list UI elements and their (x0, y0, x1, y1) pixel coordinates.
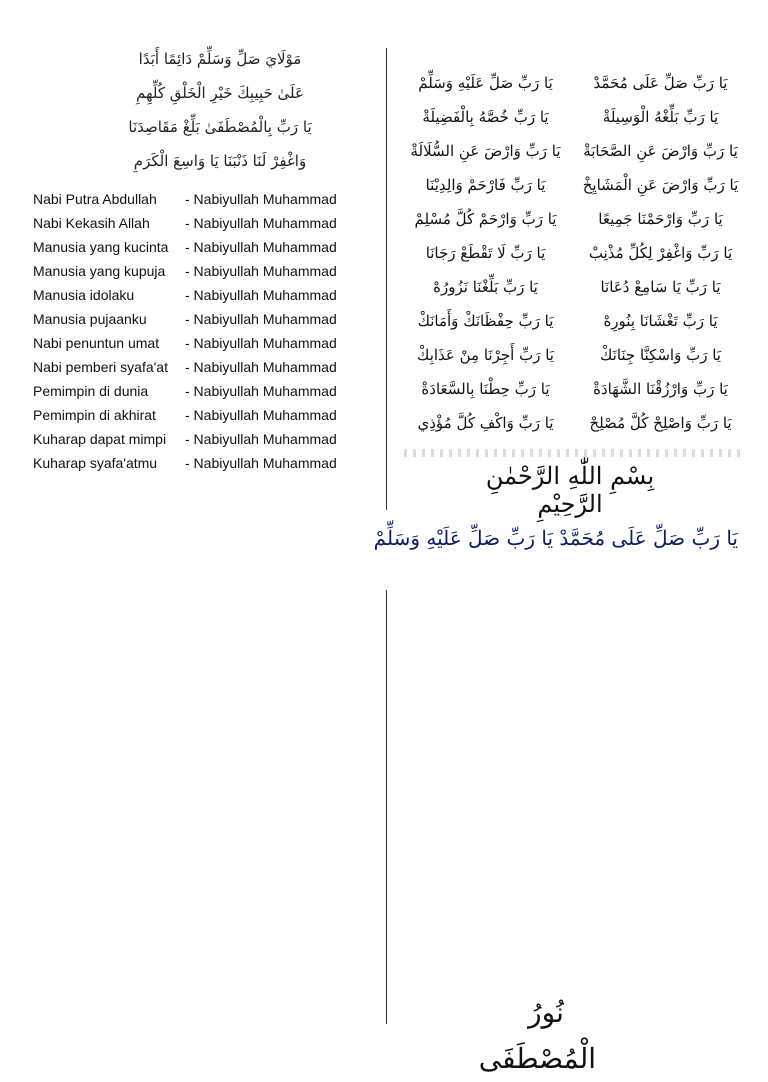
cropped-script-text: يَا رَبِّ صَلِّ عَلَى مُحَمَّدْ يَا رَبِّ صَلِّ عَلَيْهِ وَسَلِّمْ (373, 526, 738, 550)
column-divider-bottom (386, 590, 387, 1024)
lyric-refrain: - Nabiyullah Muhammad (185, 263, 337, 279)
lyric-row (33, 403, 373, 427)
lyric-refrain: - Nabiyullah Muhammad (185, 191, 337, 207)
couplet-row (398, 270, 748, 304)
bottom-calligraphy-title: نُورُ الْمُصْطَفَى (478, 996, 596, 1075)
couplet-first: يَا رَبِّ بَلِّغْهُ الْوَسِيلَةْ (602, 108, 719, 126)
couplet-second: يَا رَبِّ خُصَّهُ بِالْفَضِيلَةْ (422, 108, 549, 126)
arabic-verse-line: وَاغْفِرْ لَنَا ذَنْبَنَا يَا وَاسِعَ الْكَرَمِ (133, 152, 307, 170)
latin-lyrics-list (33, 187, 373, 475)
lyric-refrain: - Nabiyullah Muhammad (185, 383, 337, 399)
lyric-row (33, 187, 373, 211)
lyric-refrain: - Nabiyullah Muhammad (185, 431, 337, 447)
lyric-refrain: - Nabiyullah Muhammad (185, 239, 337, 255)
couplet-first: يَا رَبِّ وَاغْفِرْ لِكُلِّ مُذْنِبْ (588, 244, 733, 262)
couplet-first: يَا رَبِّ وَارْزُقْنَا الشَّهَادَةْ (593, 380, 728, 398)
couplet-second: يَا رَبِّ حِطْنَا بِالسَّعَادَةْ (421, 380, 550, 398)
lyric-refrain: - Nabiyullah Muhammad (185, 215, 337, 231)
lyric-text: Manusia idolaku (33, 287, 135, 303)
couplet-second: يَا رَبِّ بَلِّغْنَا نَزُورُهْ (433, 278, 538, 296)
couplet-second: يَا رَبِّ لَا تَقْطَعْ رَجَانَا (425, 244, 546, 262)
couplet-second: يَا رَبِّ وَاكْفِ كُلَّ مُؤْذِي (417, 414, 554, 432)
couplet-row (398, 406, 748, 440)
couplet-first: يَا رَبِّ وَاسْكِنَّا جِنَانَكْ (600, 346, 721, 364)
couplet-first: يَا رَبِّ تَغْشَانَا بِنُورِهْ (603, 312, 718, 330)
lyric-text: Kuharap dapat mimpi (33, 431, 167, 447)
arabic-verse-line: مَوْلَايَ صَلِّ وَسَلِّمْ دَائِمًا أَبَدًا (138, 50, 302, 68)
lyric-refrain: - Nabiyullah Muhammad (185, 455, 337, 471)
column-divider-top (386, 48, 387, 510)
lyric-row (33, 259, 373, 283)
lyric-row (33, 331, 373, 355)
basmala-calligraphy: بِسْمِ اللّٰهِ الرَّحْمٰنِ الرَّحِيْمِ (485, 462, 655, 518)
lyric-row (33, 379, 373, 403)
lyric-text: Pemimpin di dunia (33, 383, 149, 399)
arabic-couplets-right (398, 66, 748, 440)
lyric-refrain: - Nabiyullah Muhammad (185, 335, 337, 351)
lyric-refrain: - Nabiyullah Muhammad (185, 359, 337, 375)
couplet-first: يَا رَبِّ وَارْضَ عَنِ الصَّحَابَةْ (583, 142, 738, 160)
lyric-row (33, 451, 373, 475)
couplet-first: يَا رَبِّ صَلِّ عَلَى مُحَمَّدْ (593, 74, 728, 92)
couplet-row (398, 134, 748, 168)
lyric-row (33, 283, 373, 307)
couplet-row (398, 338, 748, 372)
lyric-text: Kuharap syafa'atmu (33, 455, 158, 471)
arabic-verses-left (60, 42, 380, 178)
lyric-text: Nabi Kekasih Allah (33, 215, 150, 231)
couplet-second: يَا رَبِّ أَجِرْنَا مِنْ عَذَابِكْ (417, 346, 554, 364)
couplet-second: يَا رَبِّ وَارْحَمْ كُلَّ مُسْلِمْ (414, 210, 557, 228)
couplet-row (398, 372, 748, 406)
arabic-verse-line: يَا رَبِّ بِالْمُصْطَفَىٰ بَلِّغْ مَقَاصِدَنَا (128, 118, 312, 136)
lyric-text: Nabi penuntun umat (33, 335, 160, 351)
lyric-row (33, 307, 373, 331)
couplet-first: يَا رَبِّ يَا سَامِعْ دُعَانَا (600, 278, 721, 296)
lyric-text: Nabi pemberi syafa'at (33, 359, 168, 375)
couplet-row (398, 66, 748, 100)
lyric-row (33, 211, 373, 235)
couplet-row (398, 100, 748, 134)
arabic-verse-line: عَلَىٰ حَبِيبِكَ خَيْرِ الْخَلْقِ كُلِّهِمِ (136, 84, 304, 102)
lyric-text: Pemimpin di akhirat (33, 407, 156, 423)
couplet-row (398, 202, 748, 236)
couplet-first: يَا رَبِّ وَارْحَمْنَا جَمِيعًا (598, 210, 723, 228)
couplet-row (398, 168, 748, 202)
lyric-refrain: - Nabiyullah Muhammad (185, 287, 337, 303)
faded-text-line (404, 449, 744, 457)
lyric-row (33, 235, 373, 259)
lyric-refrain: - Nabiyullah Muhammad (185, 407, 337, 423)
couplet-second: يَا رَبِّ حِفْظَانَكْ وَأَمَانَكْ (417, 312, 554, 330)
couplet-first: يَا رَبِّ وَارْضَ عَنِ الْمَشَايِخْ (582, 176, 739, 194)
lyric-row (33, 355, 373, 379)
cropped-script-line (373, 526, 738, 550)
lyric-text: Manusia pujaanku (33, 311, 147, 327)
couplet-second: يَا رَبِّ وَارْضَ عَنِ السُّلَالَةْ (410, 142, 561, 160)
couplet-first: يَا رَبِّ وَاصْلِحْ كُلَّ مُصْلِحْ (589, 414, 732, 432)
lyric-text: Manusia yang kupuja (33, 263, 166, 279)
lyric-refrain: - Nabiyullah Muhammad (185, 311, 337, 327)
lyric-text: Manusia yang kucinta (33, 239, 169, 255)
lyric-row (33, 427, 373, 451)
couplet-second: يَا رَبِّ فَارْحَمْ وَالِدِيْنَا (425, 176, 546, 194)
couplet-row (398, 304, 748, 338)
lyric-text: Nabi Putra Abdullah (33, 191, 157, 207)
couplet-second: يَا رَبِّ صَلِّ عَلَيْهِ وَسَلِّمْ (418, 74, 553, 92)
couplet-row (398, 236, 748, 270)
